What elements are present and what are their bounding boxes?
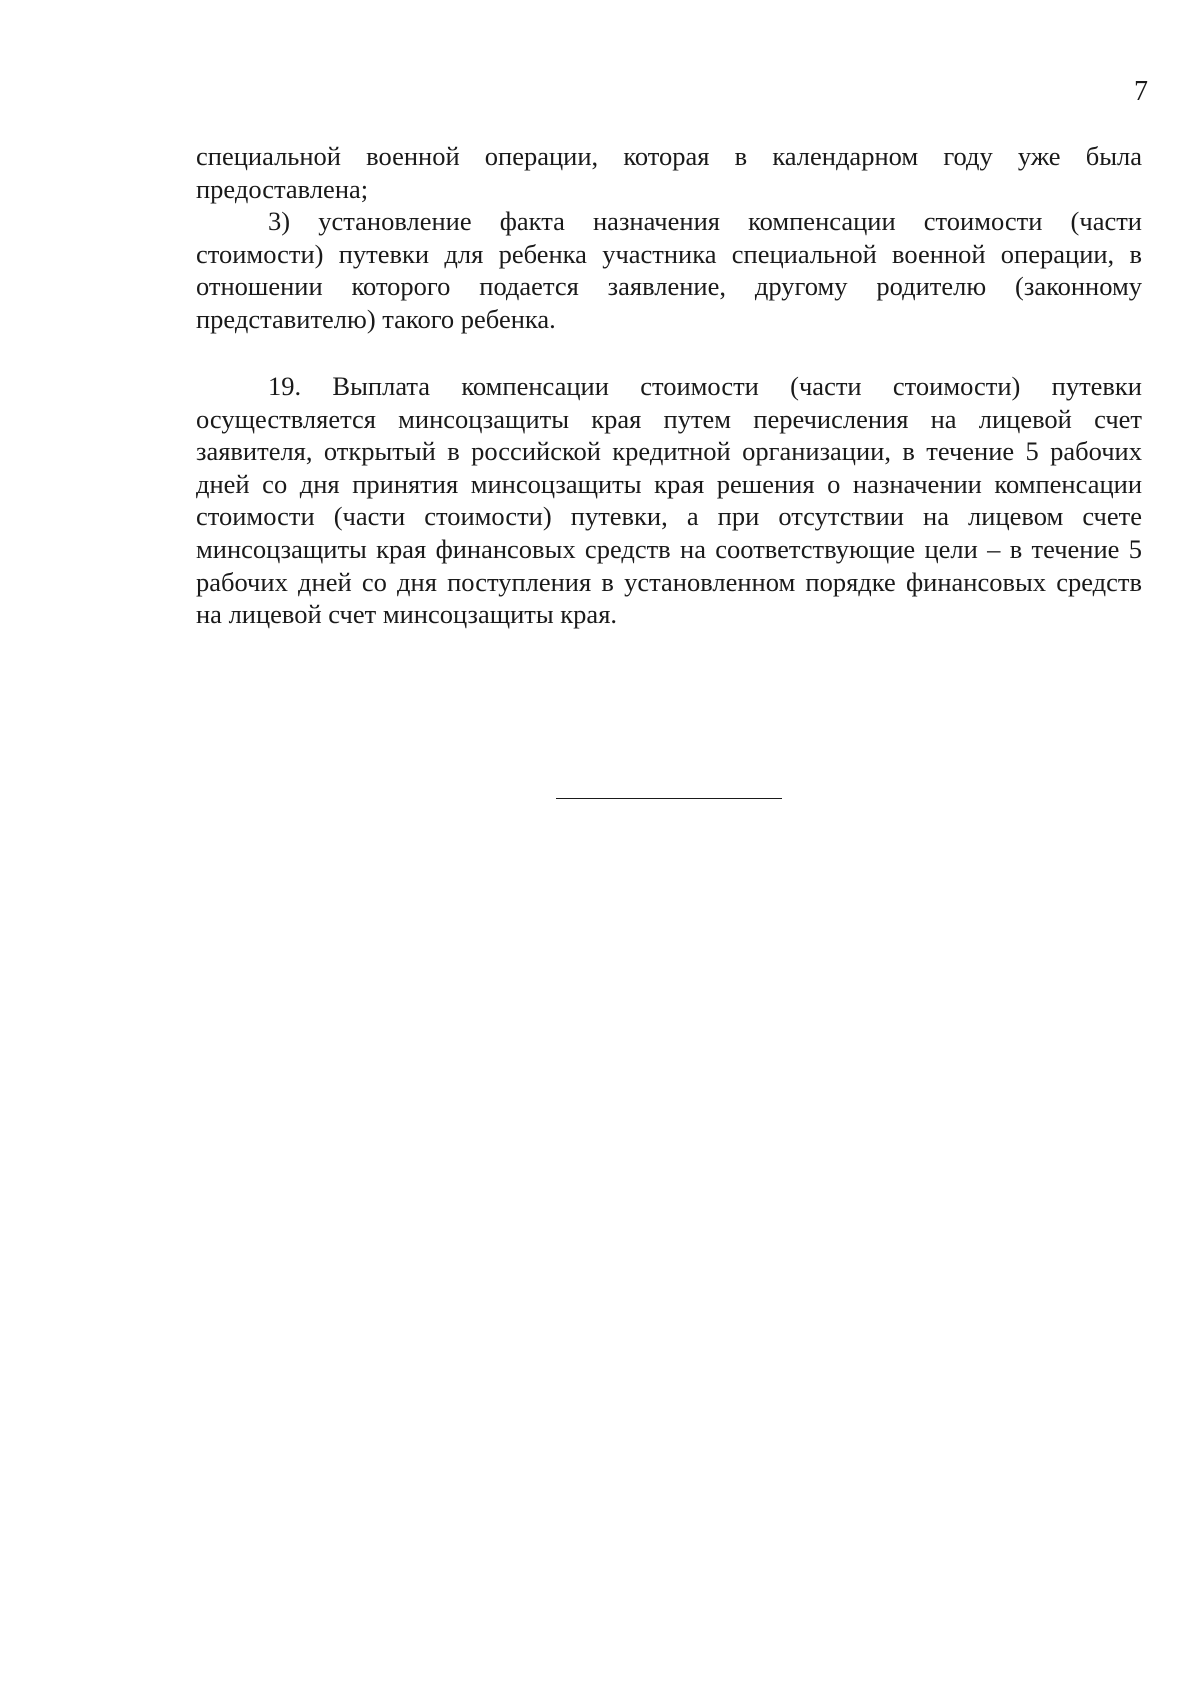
paragraph-item-19: 19. Выплата компенсации стоимости (части стоимости) путевки осуществляется минсоцзащиты края путем перечисления на лицевой счет заявителя, открытый в российской кредитной организации, в течение 5 рабочих дней со дня принятия минсоцзащиты края решения о назначении компенсации стоимости (части стоимости) путевки, а при отсутствии на лицевом счете минсоцзащиты края финансовых средств на соответствующие цели – в течение 5 рабочих дней со дня поступления в установленном порядке финансовых средств на лицевой счет минсоцзащиты края.: [196, 371, 1142, 630]
page-number: 7: [1134, 76, 1148, 107]
paragraph-continuation: специальной военной операции, которая в календарном году уже была предоставлена;: [196, 141, 1142, 204]
text-block-19: [196, 370, 1142, 631]
text-block-top: [196, 140, 1142, 336]
closing-line-divider: [556, 798, 782, 799]
paragraph-item-3: 3) установление факта назначения компенсации стоимости (части стоимости) путевки для ребенка участника специальной военной операции, в отношении которого подается заявление, другому родителю (законному представителю) такого ребенка.: [196, 206, 1142, 334]
